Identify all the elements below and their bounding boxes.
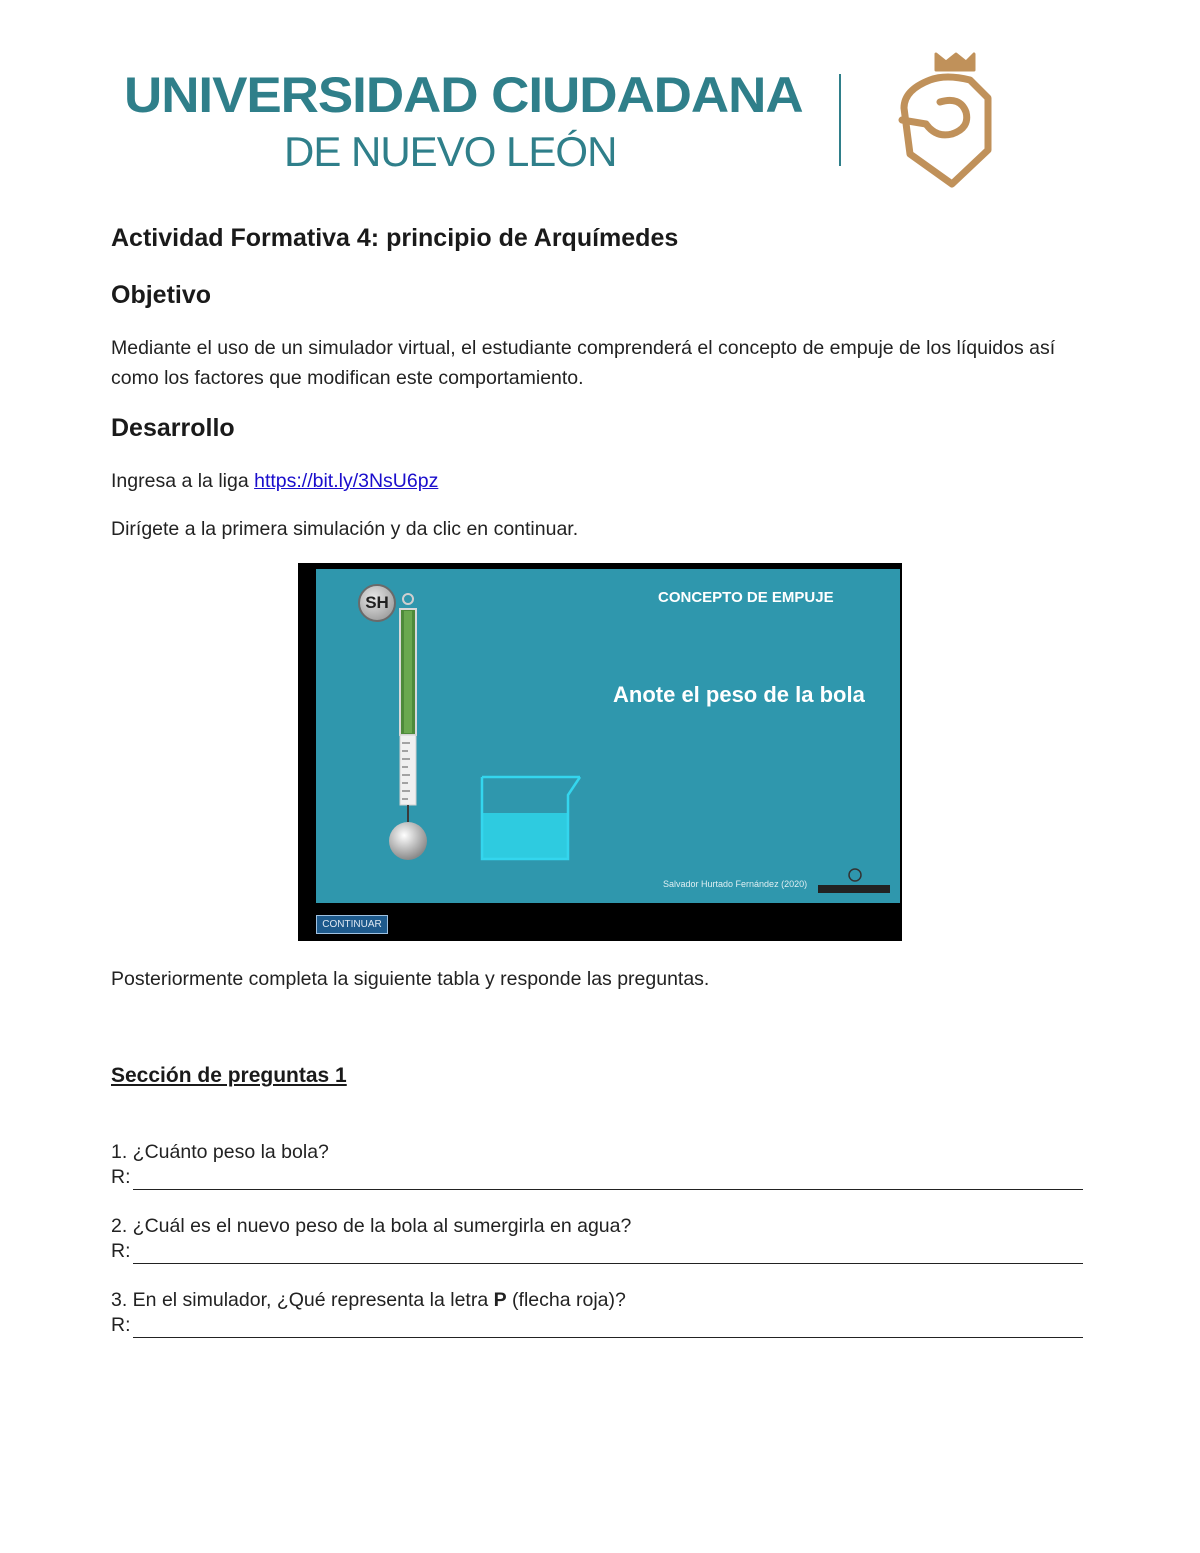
answer-blank [133, 1245, 1084, 1264]
simulator-link[interactable]: https://bit.ly/3NsU6pz [254, 470, 439, 492]
question-3 [111, 1288, 626, 1313]
simulator-heading: CONCEPTO DE EMPUJE [658, 589, 834, 606]
sh-badge: SH [358, 584, 396, 622]
simulator-screenshot [298, 563, 902, 941]
answer-prefix: R: [111, 1166, 131, 1188]
document-title: Actividad Formativa 4: principio de Arquímedes [111, 224, 679, 252]
question-3-prefix: 3. En el simulador, ¿Qué representa la letra [111, 1289, 494, 1311]
university-crest-logo [896, 50, 996, 190]
answer-blank [133, 1319, 1084, 1338]
university-name-line2: DE NUEVO LEÓN [284, 128, 617, 175]
answer-line-1[interactable] [111, 1165, 1083, 1190]
question-2: 2. ¿Cuál es el nuevo peso de la bola al sumergirla en agua? [111, 1215, 632, 1237]
instruction-continue: Dirígete a la primera simulación y da clic en continuar. [111, 518, 579, 540]
simulator-screen [316, 569, 900, 903]
simulator-credit: Salvador Hurtado Fernández (2020) [663, 879, 808, 889]
link-instruction [111, 466, 1071, 496]
questions-section-heading: Sección de preguntas 1 [111, 1064, 347, 1087]
cc-license-badge [836, 871, 910, 899]
answer-blank [133, 1171, 1084, 1190]
question-1: 1. ¿Cuánto peso la bola? [111, 1141, 329, 1163]
simulator-message: Anote el peso de la bola [613, 682, 865, 707]
simulator-illustration [316, 569, 900, 903]
answer-prefix: R: [111, 1240, 131, 1262]
continue-button[interactable]: CONTINUAR [316, 915, 388, 934]
university-name-line1: UNIVERSIDAD CIUDADANA [124, 67, 803, 123]
question-3-suffix: (flecha roja)? [506, 1289, 626, 1311]
objective-text: Mediante el uso de un simulador virtual, el estudiante comprenderá el concepto de empuje de los líquidos así como los factores que modifican este comportamiento. [111, 337, 1056, 389]
development-heading: Desarrollo [111, 414, 235, 442]
answer-line-3[interactable] [111, 1313, 1083, 1338]
objective-heading: Objetivo [111, 281, 212, 309]
logo-divider [839, 74, 841, 166]
instruction-complete-table: Posteriormente completa la siguiente tabla y responde las preguntas. [111, 968, 710, 990]
link-instruction-prefix: Ingresa a la liga [111, 470, 255, 492]
answer-prefix: R: [111, 1314, 131, 1336]
answer-line-2[interactable] [111, 1239, 1083, 1264]
question-3-letter: P [493, 1289, 507, 1311]
